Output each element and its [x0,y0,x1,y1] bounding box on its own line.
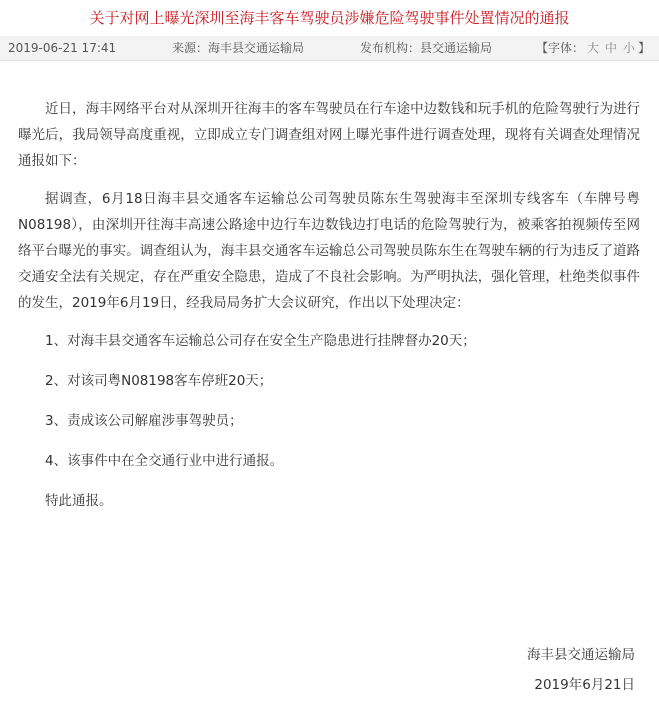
decision-item-4: 4、该事件中在全交通行业中进行通报。 [45,453,284,469]
intro-paragraph: 近日，海丰网络平台对从深圳开往海丰的客车驾驶员在行车途中边数钱和玩手机的危险驾驶行为进行曝光后，我局领导高度重视，立即成立专门调查组对网上曝光事件进行调查处理，现将有关调查处理情况通报如下： [18,101,640,169]
decision-item-1: 1、对海丰县交通客车运输总公司存在安全生产隐患进行挂牌督办20天； [45,333,476,349]
article-body [18,96,640,528]
signature-org: 海丰县交通运输局 [527,647,635,663]
decision-item-3: 3、责成该公司解雇涉事驾驶员； [45,413,243,429]
investigation-paragraph: 据调查，6月18日海丰县交通客车运输总公司驾驶员陈东生驾驶海丰至深圳专线客车（车牌号粤N08198），由深圳开往海丰高速公路途中边行车边数钱边打电话的危险驾驶行为，被乘客拍视频传至网络平台曝光的事实。调查组认为，海丰县交通客车运输总公司驾驶员陈东生在驾驶车辆的行为违反了道路交通安全法有关规定，存在严重安全隐患，造成了不良社会影响。为严明执法，强化管理，杜绝类似事件的发生，2019年6月19日，经我局局务扩大会议研究，作出以下处理决定： [18,191,640,311]
closing-paragraph: 特此通报。 [45,493,113,509]
article-source: 来源：海丰县交通运输局 [172,41,305,55]
signature-block [527,640,635,700]
decision-item-2: 2、对该司粤N08198客车停班20天； [45,373,273,389]
article-meta-bar [0,36,659,61]
font-size-switcher [536,36,650,60]
font-size-medium-link[interactable]: 中 [605,41,618,55]
article-publisher: 发布机构：县交通运输局 [360,41,493,55]
publish-date: 2019-06-21 17:41 [8,41,117,55]
article-title: 关于对网上曝光深圳至海丰客车驾驶员涉嫌危险驾驶事件处置情况的通报 [89,9,570,27]
font-size-label: 【字体： [536,41,585,55]
font-size-bracket-close: 】 [638,41,651,55]
font-size-small-link[interactable]: 小 [623,41,636,55]
font-size-large-link[interactable]: 大 [587,41,600,55]
signature-date: 2019年6月21日 [534,677,635,693]
